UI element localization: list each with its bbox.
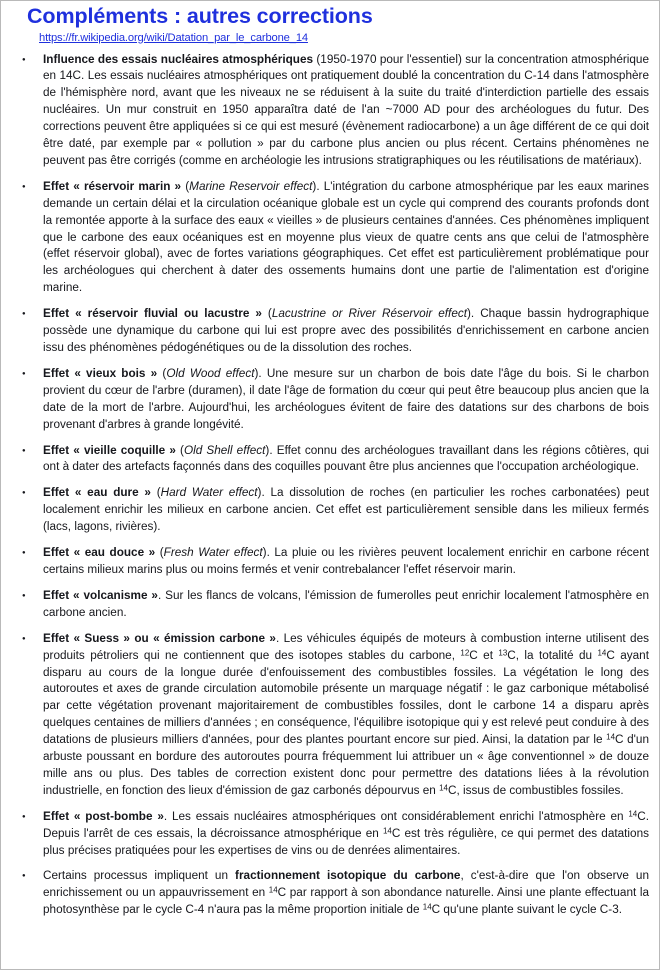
- bullet-english-term: Old Shell effect: [183, 443, 266, 457]
- bullet-lead: Effet « eau douce »: [43, 546, 156, 560]
- list-item: [1, 588, 649, 622]
- bullet-english-term: Old Wood effect: [166, 366, 255, 380]
- list-item: [1, 52, 649, 170]
- bullet-english-term: Fresh Water effect: [163, 546, 263, 560]
- bullet-body-part: C. Depuis l'arrêt de ces essais, la décroissance atmosphérique en: [43, 809, 649, 840]
- bullet-lead: Influence des essais nucléaires atmosphériques: [43, 52, 314, 66]
- paren-open: (: [155, 546, 164, 560]
- bullet-body-part: , c'est-à-dire que l'on observe un enrichissement ou un appauvrissement en: [43, 869, 650, 900]
- list-item: [1, 366, 649, 434]
- paren-close: ).: [265, 443, 273, 457]
- isotope-superscript: 14: [422, 902, 432, 912]
- bullet-lead: Effet « volcanisme »: [43, 588, 158, 602]
- bullet-lead: Effet « vieux bois »: [43, 366, 158, 380]
- bullet-body: . Sur les flancs de volcans, l'émission de fumerolles peut enrichir localement l'atmosphère en carbone ancien.: [43, 588, 649, 619]
- paren-open: (: [261, 307, 272, 321]
- isotope-superscript: 14: [268, 886, 278, 896]
- bullet-lead: Effet « post-bombe »: [43, 809, 164, 823]
- isotope-superscript: 14: [628, 809, 638, 819]
- bullet-body-part: C, la totalité du: [507, 648, 598, 662]
- list-item-post-bombe: [1, 809, 649, 860]
- list-item: [1, 443, 649, 477]
- bullet-body-part: C par rapport à son abondance naturelle. Ainsi une plante effectuant la photosynthèse par le cycle C-4 n'aura pas la même proportion initiale de: [43, 886, 650, 917]
- bullet-lead: fractionnement isotopique du carbone: [235, 869, 461, 883]
- bullet-body: Effet connu des archéologues travaillant dans les régions côtières, qui ont à dater des artefacts façonnés dans des coquilles pouvant être plus anciennes que l'occupation archéologique.: [43, 443, 650, 474]
- bullet-body: Une mesure sur un charbon de bois date l'âge du bois. Si le charbon provient du cœur de l'arbre (duramen), il date l'âge de formation du cœur qui peut être beaucoup plus ancien que la date de la mort de l'arbre. Aujourd'hui, les archéologues évitent de faire des datations sur des charbons de bois provenant d'arbres à grande longévité.: [43, 366, 649, 431]
- isotope-superscript: 13: [498, 648, 508, 658]
- paren-open: (: [181, 179, 190, 193]
- content-body: [1, 52, 659, 920]
- source-url-link[interactable]: https://fr.wikipedia.org/wiki/Datation_par_le_carbone_14: [39, 31, 308, 44]
- bullet-body-part: C, issus de combustibles fossiles.: [448, 783, 624, 797]
- bullet-list: [1, 52, 649, 920]
- title-block: [1, 1, 659, 46]
- list-item: [1, 306, 649, 357]
- list-item-suess: [1, 631, 649, 800]
- bullet-lead: Effet « réservoir marin »: [43, 179, 182, 193]
- paren-close: ).: [257, 486, 265, 500]
- bullet-body-part: . Les véhicules équipés de moteurs à combustion interne utilisent des produits pétroliers qui ne contiennent que des isotopes stables du carbone,: [43, 631, 649, 662]
- isotope-superscript: 14: [439, 783, 448, 793]
- paren-open: (: [175, 443, 184, 457]
- isotope-superscript: 14: [382, 826, 392, 836]
- paren-close: ).: [254, 366, 262, 380]
- bullet-lead: Effet « vieille coquille »: [43, 443, 176, 457]
- isotope-superscript: 12: [460, 648, 470, 658]
- paren-close: ).: [467, 307, 475, 321]
- bullet-body-part: C et: [469, 648, 499, 662]
- bullet-body: La pluie ou les rivières peuvent localement enrichir en carbone récent certains milieux marins plus ou moins fermés et venir contrebalancer l'effet réservoir marin.: [43, 546, 649, 576]
- bullet-lead: Effet « eau dure »: [43, 486, 151, 500]
- bullet-english-term: Lacustrine or River Réservoir effect: [271, 307, 467, 321]
- isotope-superscript: 14: [606, 732, 616, 742]
- paren-close: ).: [312, 179, 320, 193]
- paren-close: ).: [262, 546, 270, 560]
- paren-open: (: [157, 366, 167, 380]
- bullet-body-part: Certains processus impliquent un: [43, 869, 236, 883]
- bullet-body-part: C qu'une plante suivant le cycle C-3.: [431, 903, 623, 917]
- bullet-lead: Effet « réservoir fluvial ou lacustre »: [43, 307, 262, 321]
- bullet-body: Chaque bassin hydrographique possède une dynamique du carbone qui lui est propre avec des possibilités d'enrichissement en carbone ancien issu des phénomènes pédogénétiques ou de la dissolution des roches.: [43, 307, 650, 354]
- page-title: Compléments : autres corrections: [27, 4, 373, 28]
- bullet-body-part: . Les essais nucléaires atmosphériques ont considérablement enrichi l'atmosphère en: [163, 809, 629, 823]
- bullet-body-part: C d'un arbuste poussant en bordure des autoroutes pourra fréquemment lui attribuer un « âge conventionnel » de douze mille ans ou plus. Des tables de correction existent donc pour permettre des datations liées à la révolution industrielle, en fonction des lieux d'émission de gaz carbonés dépourvus en: [43, 733, 649, 797]
- bullet-body: L'intégration du carbone atmosphérique par les eaux marines demande un certain délai et la circulation océanique globale est un cycle qui comprend des courants profonds dont la remontée apporte à la surface des eaux « vieilles » de plusieurs centaines d'années. Ces phénomènes impliquent que le carbone des eaux océaniques est en moyenne plus vieux de quatre cents ans que celui de l'atmosphère (effet réservoir global), avec de fortes variations géographiques. Cet effet est particulièrement problématique pour les archéologues qui cherchent à dater des ossements humains dont une partie de l'alimentation est d'origine marine.: [43, 179, 649, 295]
- bullet-body-part: C est très régulière, ce qui permet des datations plus précises pratiquées pour les expertises de vins ou de denrées alimentaires.: [43, 826, 649, 857]
- bullet-body: (1950-1970 pour l'essentiel) sur la concentration atmosphérique en 14C. Les essais nucléaires atmosphériques ont pratiquement doublé la concentration du C-14 dans l'atmosphère de l'hémisphère nord, avant que les niveaux ne se réduisent à la suite du traité d'interdiction partielle des essais nucléaires. Un mur construit en 1950 apparaîtra daté de l'an ~7000 AD pour des archéologues du futur. Des corrections peuvent être appliquées si ce qui est mesuré (évènement radiocarbone) a un âge différent de ce qui doit être daté, par exemple par « pollution » par du carbone plus ancien ou plus récent. Certains phénomènes ne peuvent pas être corrigés (comme en archéologie les intrusions stratigraphiques ou les réutilisations de matériaux).: [43, 52, 649, 167]
- bullet-body: La dissolution de roches (en particulier les roches carbonatées) peut localement enrichir les milieux en carbone ancien. Cet effet est particulièrement sensible dans les milieux fermés (lacs, lagons, rivières).: [43, 486, 649, 534]
- list-item-fractionnement: [1, 868, 649, 919]
- bullet-english-term: Hard Water effect: [160, 486, 258, 500]
- bullet-lead: Effet « Suess » ou « émission carbone »: [43, 631, 276, 645]
- list-item: [1, 545, 649, 579]
- list-item: [1, 485, 649, 536]
- isotope-superscript: 14: [597, 648, 607, 658]
- paren-open: (: [150, 486, 161, 500]
- bullet-english-term: Marine Reservoir effect: [189, 179, 313, 193]
- list-item: [1, 179, 649, 297]
- bullet-body-part: C ayant disparu au cours de la longue durée d'enfouissement des combustibles fossiles. La végétation le long des autoroutes et axes de grande circulation automobile présente un marquage négatif : le gaz carbonique métabolisé par cette végétation provenant majoritairement de combustibles fossiles, dont le carbone 14 a disparu après quelques centaines de milliers d'années ; en conséquence, l'équilibre isotopique qui y est relevé peut conduire à des datations de plusieurs milliers d'années, pour des plantes pourtant encore sur pied. Ainsi, la datation par le: [43, 648, 649, 747]
